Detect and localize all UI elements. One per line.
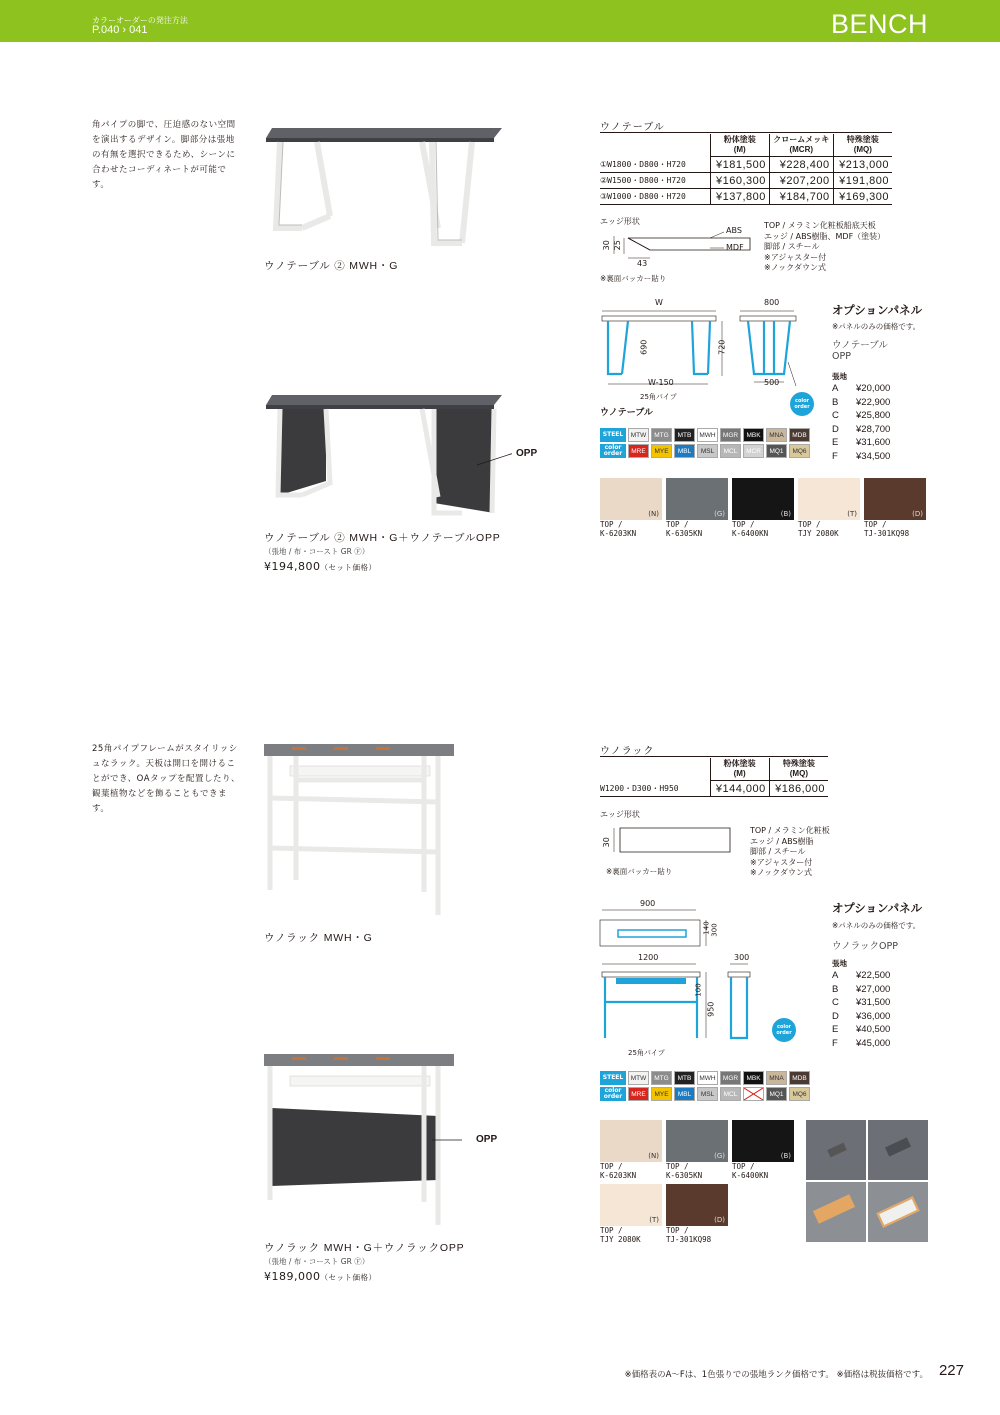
swatch-item [732,1120,794,1180]
table-option-name: ウノテーブル OPP [832,340,888,362]
rack-set-price-value: ¥189,000 [264,1270,321,1283]
opening-photo [868,1182,928,1242]
swatch-caption: TOP / K-6305KN [666,520,703,538]
rack-dim-pipe: 25角パイプ [628,1049,665,1057]
chip-row-label: STEEL [600,1071,626,1085]
header-subtitle: カラーオーダーの発注方法 [92,16,188,25]
color-chip: MBL [674,444,695,458]
chip-row [600,1071,810,1085]
swatch-color [798,478,860,520]
rack-price-table [600,758,828,797]
rack-option-title: オプションパネル [832,901,923,915]
rack-edge-diagram [600,824,740,860]
table-color-chips [600,428,810,458]
swatch-color [732,478,794,520]
list-item: C ¥25,800 [832,410,891,421]
swatch-code: (N) [648,510,659,518]
table-caption-1: ウノテーブル ② MWH・G [264,260,399,272]
table-option-note: ※パネルのみの価格です。 [832,322,921,331]
table-option-title: オプションパネル [832,303,923,317]
rack-option-fabric: 張地 [832,959,847,968]
color-chip: MNA [766,1071,787,1085]
swatch-caption: TOP / K-6203KN [600,1162,637,1180]
color-chip: MGR [720,428,741,442]
color-chip: MSL [697,444,718,458]
rack-description: 25角パイプフレームがスタイリッシュなラック。天板は開口を開けることができ、OAタップを配置したり、観葉植物などを飾ることもできます。 [92,744,241,814]
color-chip: MTG [651,428,672,442]
footer-note: ※価格表のA〜Fは、1色張りでの張地ランク価格です。 ※価格は税抜価格です。 [624,1370,928,1380]
table-row: ①W1800・D800・H720 ¥181,500 ¥228,400 ¥213,000 [600,157,892,173]
color-chip: MTB [674,428,695,442]
swatch-caption: TOP / TJ-301KQ98 [864,520,910,538]
swatch-color [666,478,728,520]
list-item: B ¥27,000 [832,983,891,995]
table-edge-note: ※裏面バッカー貼り [600,274,667,283]
swatch-item [864,478,926,538]
chip-row [600,428,810,442]
color-chip: MCR [743,444,764,458]
color-chip: MQ1 [766,444,787,458]
opening-photo [806,1182,866,1242]
list-item: A ¥22,500 [832,970,891,981]
table-row: W1200・D300・H950 ¥144,000 ¥186,000 [600,781,828,797]
color-chip: MYE [651,1087,672,1101]
swatch-code: (T) [649,1216,659,1224]
swatch-item [732,478,794,538]
table-price-rule [600,132,892,133]
rack-dim-300: 300 [710,923,719,937]
rack-option-prices [832,969,890,1050]
color-chip: MBL [674,1087,695,1101]
edge-mdf-label: MDF [726,243,744,252]
table-dimension-diagram [598,306,820,416]
opening-photo [868,1120,928,1180]
table-row: ②W1500・D800・H720 ¥160,300 ¥207,200 ¥191,800 [600,173,892,189]
rack-option-note: ※パネルのみの価格です。 [832,921,921,930]
dim-w150: W-150 [648,378,674,387]
list-item: F ¥34,500 [832,450,891,462]
color-chip: MQ6 [789,444,810,458]
swatch-color [666,1184,728,1226]
uno-rack-opp-image [262,1050,462,1230]
rack-set-price-label: （セット価格） [320,1273,377,1282]
rack-opp-label: OPP [476,1134,498,1145]
swatch-caption: TOP / TJY 2080K [600,1226,641,1244]
rack-spec-list: TOP / メラミン化粧板 エッジ / ABS樹脂 脚部 / スチール ※アジャスター付 ※ノックダウン式 [750,826,830,877]
swatch-code: (D) [714,1216,725,1224]
color-chip: MYE [651,444,672,458]
color-chip: MRE [628,444,649,458]
swatch-item [600,1184,662,1244]
list-item: E ¥40,500 [832,1024,891,1035]
top-opening-photos [806,1120,928,1242]
rack-caption-2: ウノラック MWH・G＋ウノラックOPP [264,1242,465,1254]
dim-720: 720 [717,339,727,355]
color-chip: MWH [697,428,718,442]
swatch-code: (B) [780,1152,791,1160]
rack-edge-dim-30: 30 [601,837,611,848]
chip-row-label: color order [600,444,626,458]
swatch-caption: TOP / K-6400KN [732,1162,769,1180]
color-chip: MCL [720,1087,741,1101]
table-option-fabric: 張地 [832,372,847,381]
swatch-item [798,478,860,538]
swatch-code: (T) [847,510,857,518]
swatch-caption: TOP / K-6203KN [600,520,637,538]
table-caption-2-fabric: （張地 / 布・コースト GR Ⓕ） [264,547,370,556]
header-title: BENCH [830,9,928,39]
dim-table-name: ウノテーブル [600,408,653,418]
color-order-badge: color order [772,1018,796,1042]
swatch-color [600,1184,662,1226]
list-item: F ¥45,000 [832,1037,891,1049]
rack-price-rule [600,756,828,757]
table-description: 角パイプの脚で、圧迫感のない空間を演出するデザイン。脚部分は張地の有無を選択できるため、シーンに合わせたコーディネートが可能です。 [92,120,236,190]
color-chip: MBK [743,428,764,442]
rack-color-chips [600,1071,810,1101]
page-number: 227 [938,1362,964,1379]
color-order-badge: color order [790,392,814,416]
dim-w: W [655,298,663,307]
unavailable-icon [744,1088,763,1100]
swatch-caption: TOP / K-6305KN [666,1162,703,1180]
table-option-prices [832,382,890,463]
table-price-title: ウノテーブル [600,122,665,133]
list-item: D ¥28,700 [832,423,891,435]
table-price-table [600,134,892,205]
swatch-code: (B) [780,510,791,518]
color-chip: MBK [743,1071,764,1085]
color-chip: MWH [697,1071,718,1085]
swatch-code: (G) [714,510,725,518]
swatch-color [864,478,926,520]
chip-row-label: STEEL [600,428,626,442]
swatch-code: (N) [648,1152,659,1160]
opening-photo [806,1120,866,1180]
swatch-color [600,478,662,520]
table-spec-list: TOP / メラミン化粧板船底天板 エッジ / ABS樹脂、MDF（塗装） 脚部 / スチール ※アジャスター付 ※ノックダウン式 [764,221,886,272]
rack-swatches [600,1120,800,1244]
rack-edge-title: エッジ形状 [600,810,640,819]
color-chip: MDB [789,1071,810,1085]
rack-price-title: ウノラック [600,746,655,757]
rack-dim-140: 140 [702,921,711,935]
rack-dim-900: 900 [640,899,656,908]
color-chip: MNA [766,428,787,442]
rack-option-name: ウノラックOPP [832,941,898,952]
dim-500: 500 [764,378,780,387]
color-chip: MRE [628,1087,649,1101]
edge-abs-label: ABS [726,226,742,235]
swatch-code: (G) [714,1152,725,1160]
color-chip: MDB [789,428,810,442]
swatch-caption: TOP / TJY 2080K [798,520,839,538]
color-chip: MTB [674,1071,695,1085]
color-chip [743,1087,764,1101]
rack-edge-note: ※裏面バッカー貼り [606,867,673,876]
color-chip: MGR [720,1071,741,1085]
swatch-color [666,1120,728,1162]
chip-row [600,1087,810,1101]
rack-dimension-diagram [596,904,796,1048]
col-header-m: 粉体塗装 (M) [710,758,769,781]
table-set-price-value: ¥194,800 [264,560,321,573]
dim-690: 690 [639,339,649,355]
rack-dim-100: 100 [694,983,703,997]
rack-dim-1200: 1200 [638,953,659,962]
list-item: A ¥20,000 [832,383,891,394]
swatch-item [666,1184,728,1244]
table-edge-title: エッジ形状 [600,217,640,226]
rack-dim-950: 950 [706,1001,716,1017]
color-chip: MQ1 [766,1087,787,1101]
col-header-mcr: クロームメッキ (MCR) [769,134,833,157]
swatch-caption: TOP / K-6400KN [732,520,769,538]
swatch-caption: TOP / TJ-301KQ98 [666,1226,712,1244]
edge-dim-30: 30 [601,240,611,251]
swatch-color [732,1120,794,1162]
swatch-item [666,478,728,538]
uno-rack-image [262,740,462,920]
list-item: D ¥36,000 [832,1010,891,1022]
rack-set-price [264,1270,377,1283]
color-chip: MQ6 [789,1087,810,1101]
swatch-item [666,1120,728,1180]
rack-dim-300b: 300 [734,953,750,962]
color-chip: MSL [697,1087,718,1101]
rack-caption-1: ウノラック MWH・G [264,932,373,944]
color-chip: MCL [720,444,741,458]
swatch-item [600,478,662,538]
col-header-mq: 特殊塗装 (MQ) [769,758,828,781]
swatch-code: (D) [912,510,923,518]
edge-dim-43: 43 [637,259,648,268]
color-chip: MTG [651,1071,672,1085]
col-header-mq: 特殊塗装 (MQ) [833,134,892,157]
header-pages: P.040 › 041 [92,24,148,36]
dim-pipe: 25角パイプ [640,393,677,401]
edge-dim-25: 25 [612,240,622,251]
table-opp-label: OPP [516,448,538,459]
list-item: B ¥22,900 [832,396,891,408]
color-chip: MTW [628,428,649,442]
uno-table-image [262,118,512,253]
swatch-item [600,1120,662,1180]
table-row: ③W1000・D800・H720 ¥137,800 ¥184,700 ¥169,300 [600,189,892,205]
uno-table-opp-image [262,385,512,525]
list-item: E ¥31,600 [832,437,891,448]
swatch-color [600,1120,662,1162]
table-set-price-label: （セット価格） [320,563,377,572]
rack-caption-2-fabric: （張地 / 布・コースト GR Ⓕ） [264,1257,370,1266]
dim-800: 800 [764,298,780,307]
table-set-price [264,560,377,573]
chip-row [600,444,810,458]
list-item: C ¥31,500 [832,997,891,1008]
chip-row-label: color order [600,1087,626,1101]
col-header-m: 粉体塗装 (M) [710,134,769,157]
table-swatches [600,478,926,538]
table-caption-2: ウノテーブル ② MWH・G＋ウノテーブルOPP [264,532,501,544]
color-chip: MTW [628,1071,649,1085]
